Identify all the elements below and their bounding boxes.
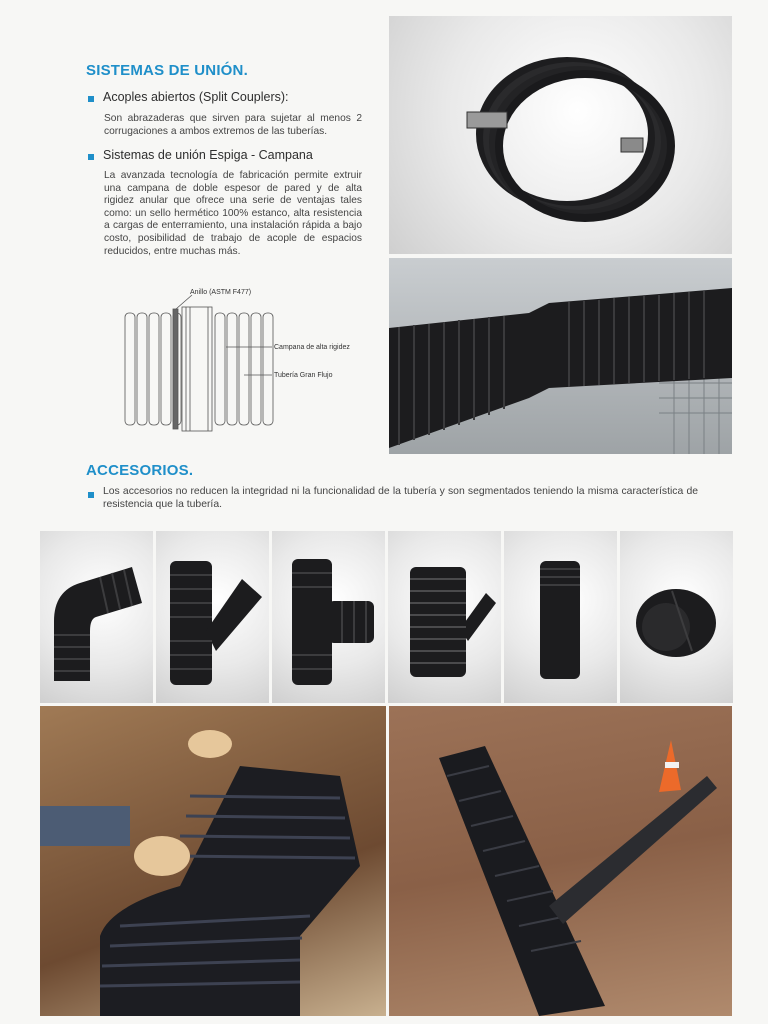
- union-item-1-heading: [88, 90, 378, 104]
- spigot-bell-description: La avanzada tecnología de fabricación permite extruir una campana de doble espesor de pared y de alta rigidez anular que ofrece una serie de ventajas tales como: un sello hermético 100% estanco, alta resistencia a cargas de enterramiento, una instalación rápida a bajo costo, posibilidad de trabajo de acople de espacios reducidos, entre muchas más.: [104, 170, 362, 257]
- tee-fitting-photo: [272, 531, 385, 703]
- pipe-installation-trench-photo: [40, 706, 386, 1016]
- bell-spigot-joint-photo: [389, 258, 732, 454]
- bell-label: Campana de alta rigidez: [274, 344, 350, 351]
- split-coupler-photo: [389, 16, 732, 254]
- straight-coupling-photo: [504, 531, 617, 703]
- wye-fitting-photo: [156, 531, 269, 703]
- union-item-2-heading: [88, 148, 378, 162]
- reducer-wye-photo: [388, 531, 501, 703]
- split-couplers-title: Acoples abiertos (Split Couplers):: [103, 90, 289, 104]
- spigot-bell-title: Sistemas de unión Espiga - Campana: [103, 148, 313, 162]
- bullet-icon: [88, 492, 94, 498]
- end-cap-photo: [620, 531, 733, 703]
- pipe-label: Tubería Gran Flujo: [274, 372, 333, 379]
- accessories-section-title: ACCESORIOS.: [86, 462, 194, 479]
- split-couplers-description: Son abrazaderas que sirven para sujetar al menos 2 corrugaciones a ambos extremos de las tuberías.: [104, 113, 362, 137]
- bullet-icon: [88, 154, 94, 160]
- pipes-on-site-photo: [389, 706, 732, 1016]
- joint-diagram: [120, 285, 370, 435]
- bullet-icon: [88, 96, 94, 102]
- accessories-item: [88, 486, 698, 511]
- accessories-description: Los accesorios no reducen la integridad ni la funcionalidad de la tubería y son segmentados teniendo la misma característica de resistencia que la tubería.: [103, 486, 698, 510]
- ring-label: Anillo (ASTM F477): [190, 289, 252, 296]
- elbow-fitting-photo: [40, 531, 153, 703]
- union-section-title: SISTEMAS DE UNIÓN.: [86, 62, 248, 79]
